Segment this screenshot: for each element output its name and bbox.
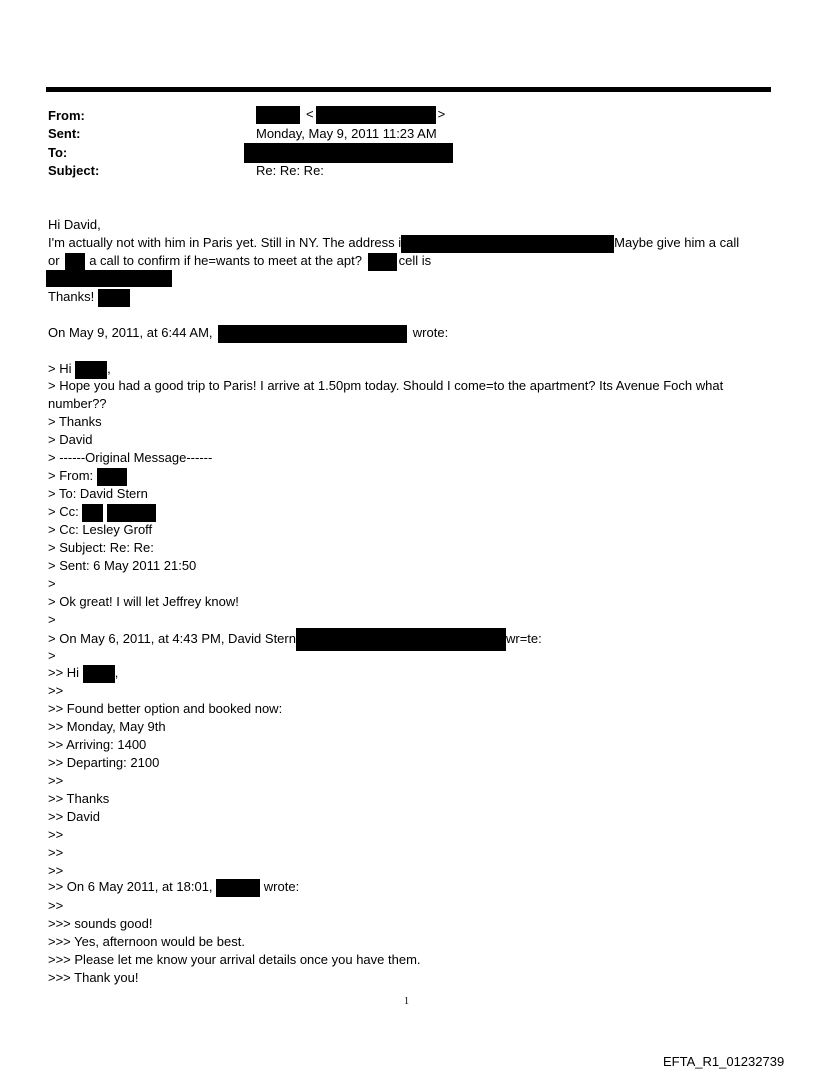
text-span: , <box>107 361 111 376</box>
quote-line: > <box>48 612 56 627</box>
quote-line: >> <box>48 773 64 788</box>
quote-line: > Sent: 6 May 2011 21:50 <box>48 558 197 573</box>
quote-line: > ------Original Message------ <box>48 450 213 465</box>
redaction-box <box>368 253 397 271</box>
from-label: From: <box>48 108 85 123</box>
redaction-box <box>216 879 260 897</box>
text-span: cell is <box>398 253 432 268</box>
text-span: wrote: <box>412 325 449 340</box>
quote-line: number?? <box>48 396 107 411</box>
quote-line: > <box>48 648 56 663</box>
redaction-box <box>46 270 172 287</box>
text-span: > Hi <box>48 361 72 376</box>
text-span: or <box>48 253 60 268</box>
page-number: 1 <box>404 996 409 1007</box>
from-close-bracket: > <box>437 106 446 122</box>
quote-line: >> <box>48 683 64 698</box>
redaction-box <box>107 504 156 522</box>
subject-value: Re: Re: Re: <box>256 163 324 178</box>
quote-line: >> Thanks <box>48 791 110 806</box>
text-span: Thanks! <box>48 289 95 304</box>
text-span: wr=te: <box>505 630 542 646</box>
redaction-box <box>244 143 453 163</box>
text-span: > Cc: <box>48 504 79 519</box>
redaction-box <box>296 628 506 651</box>
quote-line: >>> sounds good! <box>48 916 153 931</box>
from-open-bracket: < <box>306 106 314 122</box>
text-span: > On May 6, 2011, at 4:43 PM, David Stern <box>48 630 296 646</box>
quote-line: >>> Please let me know your arrival details once you have them. <box>48 952 421 967</box>
subject-label: Subject: <box>48 163 100 178</box>
quote-line: >> <box>48 827 64 842</box>
redaction-box <box>83 665 115 683</box>
quote-line: >> <box>48 863 64 878</box>
text-span: >> Hi <box>48 665 80 680</box>
quote-line: > Hope you had a good trip to Paris! I arrive at 1.50pm today. Should I come=to the apartment? Its Avenue Foch what <box>48 378 724 393</box>
text-span: Maybe give him a call <box>614 235 740 250</box>
redaction-box <box>97 468 127 486</box>
quote-line <box>48 664 118 683</box>
quote-line: >> <box>48 898 64 913</box>
body-line <box>46 269 172 287</box>
quote-line <box>48 878 299 897</box>
to-value <box>244 143 453 163</box>
text-span: On May 9, 2011, at 6:44 AM, <box>48 325 213 340</box>
text-span: >> On 6 May 2011, at 18:01, <box>48 879 213 894</box>
redaction-box <box>316 106 436 124</box>
quote-line: >>> Yes, afternoon would be best. <box>48 934 245 949</box>
greeting: Hi David, <box>48 217 101 232</box>
redaction-box <box>401 235 614 253</box>
quote-line <box>48 467 127 486</box>
document-id: EFTA_R1_01232739 <box>663 1054 785 1069</box>
quote-line <box>48 628 542 651</box>
quote-line: >> Found better option and booked now: <box>48 701 283 716</box>
redaction-box <box>256 106 300 124</box>
text-span: wrote: <box>263 879 300 894</box>
body-line <box>48 252 431 271</box>
sent-label: Sent: <box>48 126 81 141</box>
quote-line: >> Departing: 2100 <box>48 755 160 770</box>
quote-line <box>48 503 156 522</box>
quote-line: >> Arriving: 1400 <box>48 737 147 752</box>
body-line <box>48 288 130 307</box>
text-span: a call to confirm if he=wants to meet at the apt? <box>89 253 362 268</box>
quote-line: > Subject: Re: Re: <box>48 540 154 555</box>
quote-line <box>48 360 111 379</box>
quote-line: > Ok great! I will let Jeffrey know! <box>48 594 239 609</box>
redaction-box <box>218 325 407 343</box>
redaction-box <box>98 289 130 307</box>
quote-line: >> David <box>48 809 101 824</box>
redaction-box <box>82 504 103 522</box>
text-span: > From: <box>48 468 94 483</box>
text-span: I'm actually not with him in Paris yet. Still in NY. The address i <box>48 235 402 250</box>
quote-line: >>> Thank you! <box>48 970 139 985</box>
sent-value: Monday, May 9, 2011 11:23 AM <box>256 126 437 141</box>
redaction-box <box>75 361 107 379</box>
quote-line: > Cc: Lesley Groff <box>48 522 153 537</box>
body-line <box>48 234 739 253</box>
quote-line: > David <box>48 432 93 447</box>
to-label: To: <box>48 145 68 160</box>
redaction-box <box>65 253 85 271</box>
quote-line: > <box>48 576 56 591</box>
quote-line: >> Monday, May 9th <box>48 719 166 734</box>
body-line <box>48 324 448 343</box>
text-span: , <box>114 665 119 680</box>
header-rule <box>46 87 771 92</box>
from-value <box>256 106 445 124</box>
quote-line: > To: David Stern <box>48 486 148 501</box>
quote-line: >> <box>48 845 64 860</box>
quote-line: > Thanks <box>48 414 102 429</box>
